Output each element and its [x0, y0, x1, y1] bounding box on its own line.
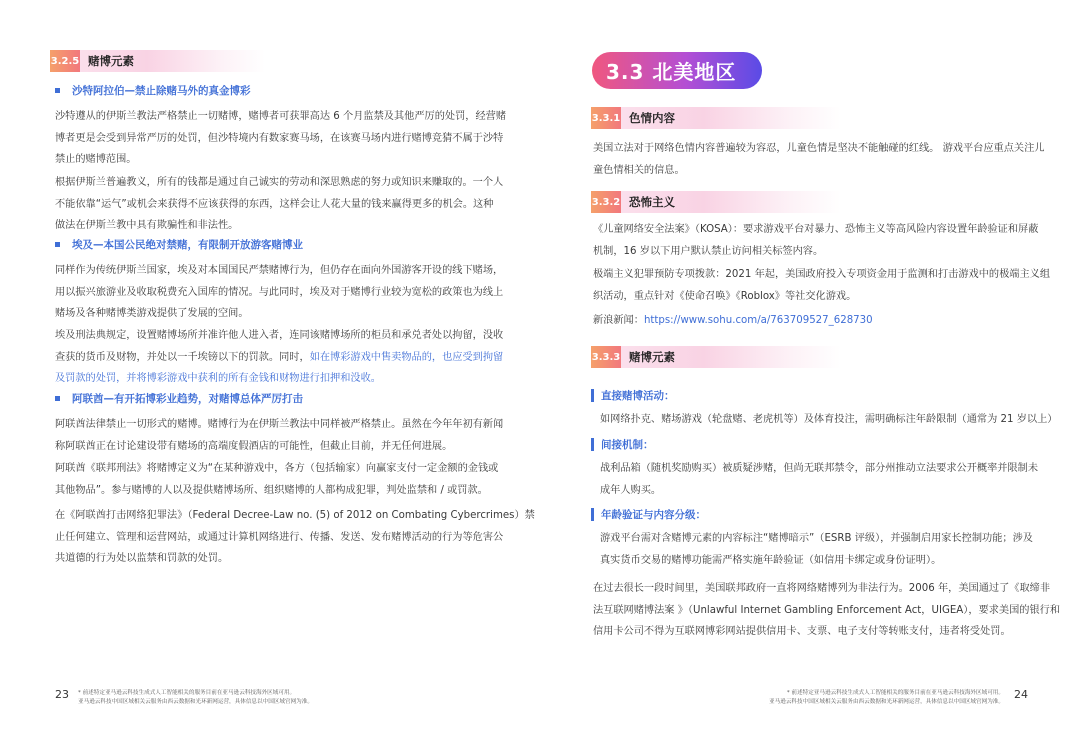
text-line: 机制，16 岁以下用户默认禁止访问相关标签内容。 — [593, 245, 824, 257]
text-line: 止任何建立、管理和运营网站，或通过计算机网络进行、传播、发送、发布赌博活动的行为等危害公 — [55, 531, 504, 543]
text-line: 赌场及各种赌博类游戏提供了发展的空间。 — [55, 308, 249, 319]
text-span: 查获的货币及财物，并处以一千埃镑以下的罚款。同时， — [55, 351, 310, 363]
paragraph — [55, 260, 503, 325]
section-number: 3.3.2 — [591, 191, 621, 213]
highlighted-text: 如在博彩游戏中售卖物品的，也应受到拘留 — [309, 351, 504, 363]
text-line: 同样作为传统伊斯兰国家，埃及对本国国民严禁赌博行为，但仍存在面向外国游客开设的线下赌场， — [55, 265, 504, 276]
text-line — [55, 347, 503, 369]
section-header-3-2-5 — [50, 50, 265, 72]
paragraph — [593, 219, 1038, 262]
paragraph — [55, 325, 503, 390]
text-line: 埃及刑法典规定，设置赌博场所并准许他人进入者，连同该赌博场所的柜员和承兑者处以拘留，没收 — [55, 330, 504, 341]
paragraph — [593, 578, 1060, 643]
text-line: 共道德的行为处以监禁和罚款的处罚。 — [55, 553, 229, 564]
bullet-heading-text: 沙特阿拉伯—禁止除赌马外的真金博彩 — [72, 85, 251, 97]
footnote-line: * 前述特定亚马逊云科技生成式人工智能相关的服务目前在亚马逊云科技海外区域可用。 — [786, 690, 1004, 696]
footnote-line: * 前述特定亚马逊云科技生成式人工智能相关的服务目前在亚马逊云科技海外区域可用。 — [78, 690, 296, 696]
accent-bar-icon — [591, 508, 594, 521]
text-line: 做法在伊斯兰教中具有欺骗性和非法性。 — [55, 220, 239, 231]
text-line: 战利品箱（随机奖励购买）被质疑涉赌，但尚无联邦禁令，部分州推动立法要求公开概率并限制未 — [600, 463, 1039, 474]
footnote-line: 亚马逊云科技中国区域相关云服务由西云数据和光环新网运营，具体信息以中国区域官网为准。 — [769, 699, 1004, 705]
paragraph — [600, 528, 1033, 571]
paragraph — [55, 414, 503, 457]
text-line: 在过去很长一段时间里，美国联邦政府一直将网络赌博列为非法行为。2006 年，美国通过了《取缔非 — [593, 583, 1051, 594]
bullet-square-icon — [55, 88, 60, 93]
text-line: 称阿联酋正在讨论建设带有赌场的高端度假酒店的可能性，但截止目前，并无任何进展。 — [55, 440, 453, 452]
bullet-heading-saudi — [55, 83, 251, 98]
bullet-square-icon — [55, 242, 60, 247]
section-title: 赌博元素 — [88, 54, 134, 68]
bullet-square-icon — [55, 396, 60, 401]
text-line: 极端主义犯罪预防专项拨款：2021 年起，美国政府投入专项资金用于监测和打击游戏中的极端主义组 — [593, 269, 1051, 280]
section-number: 3.3.3 — [591, 346, 621, 368]
footnote — [742, 689, 1004, 707]
paragraph — [593, 264, 1050, 307]
subheading-direct-gambling — [591, 388, 675, 403]
highlighted-text: 及罚款的处罚，并将博彩游戏中获利的所有金钱和财物进行扣押和没收。 — [55, 373, 381, 384]
text-line: 在《阿联酋打击网络犯罪法》（Federal Decree-Law no. (5) of 2012 on Combating Cybercrimes）禁 — [55, 510, 535, 521]
section-header-3-3-2 — [591, 191, 841, 213]
section-title: 色情内容 — [629, 111, 675, 125]
paragraph — [600, 409, 1058, 431]
text-line: 禁止的赌博范围。 — [55, 154, 137, 165]
text-line: 如网络扑克、赌场游戏（轮盘赌、老虎机等）及体育投注，需明确标注年龄限制（通常为 21 岁以上） — [600, 414, 1058, 425]
bullet-heading-text: 阿联酋—有开拓博彩业趋势，对赌博总体严厉打击 — [72, 393, 303, 405]
text-line: 用以振兴旅游业及收取税费充入国库的情况。与此同时，埃及对于赌博行业较为宽松的政策也为线上 — [55, 286, 504, 298]
page-number: 23 — [55, 688, 69, 701]
bullet-heading-egypt — [55, 237, 303, 252]
subheading-age-verification — [591, 507, 706, 522]
subheading-text: 直接赌博活动： — [601, 390, 675, 402]
paragraph — [55, 172, 503, 237]
section-number: 3.3.1 — [591, 107, 621, 129]
subheading-indirect-mechanism — [591, 437, 654, 452]
footnote — [78, 689, 313, 707]
chapter-title-pill: 3.3 北美地区 — [592, 52, 762, 89]
subheading-text: 年龄验证与内容分级： — [601, 509, 706, 521]
bullet-heading-text: 埃及—本国公民绝对禁赌，有限制开放游客赌博业 — [72, 239, 303, 251]
text-line: 不能依靠“运气”或机会来获得不应该获得的东西，这样会让人花大量的钱来赢得更多的机会。这种 — [55, 198, 494, 210]
paragraph — [600, 458, 1038, 501]
section-number: 3.2.5 — [50, 50, 80, 72]
paragraph — [55, 106, 506, 171]
text-line: 法互联网赌博法案 》（Unlawful Internet Gambling Enforcement Act，UIGEA），要求美国的银行和 — [593, 604, 1061, 616]
page-number: 24 — [1014, 688, 1028, 701]
text-line: 博者更是会受到异常严厉的处罚，但沙特境内有数家赛马场，在该赛马场内进行赌博竞猜不属于沙特 — [55, 132, 504, 144]
text-line: 沙特遵从的伊斯兰教法严格禁止一切赌博，赌博者可获罪高达 6 个月监禁及其他严厉的处罚，经营赌 — [55, 111, 507, 122]
bullet-heading-uae — [55, 391, 303, 406]
text-line: 游戏平台需对含赌博元素的内容标注“赌博暗示”（ESRB 评级），并强制启用家长控制功能；涉及 — [600, 533, 1033, 544]
text-line: 其他物品”。参与赌博的人以及提供赌博场所、组织赌博的人都构成犯罪，判处监禁和 / 或罚款。 — [55, 484, 488, 496]
subheading-text: 间接机制： — [601, 439, 654, 451]
text-line: 信用卡公司不得为互联网博彩网站提供信用卡、支票、电子支付等转账支付，违者将受处罚。 — [593, 626, 1011, 637]
text-line: 真实货币交易的赌博功能需严格实施年龄验证（如信用卡绑定或身份证明）。 — [600, 554, 942, 566]
section-title: 恐怖主义 — [629, 195, 675, 209]
section-title: 赌博元素 — [629, 350, 675, 364]
paragraph — [55, 458, 498, 501]
text-line: 美国立法对于网络色情内容普遍较为容忍，儿童色情是坚决不能触碰的红线。 游戏平台应重点关注儿 — [593, 143, 1045, 154]
section-header-3-3-3 — [591, 346, 841, 368]
news-link[interactable]: https://www.sohu.com/a/763709527_628730 — [643, 315, 873, 326]
text-line: 阿联酋《联邦刑法》将赌博定义为“在某种游戏中，各方（包括输家）向赢家支付一定金额的金钱或 — [55, 463, 499, 474]
news-label: 新浪新闻： — [593, 315, 644, 326]
accent-bar-icon — [591, 389, 594, 402]
text-line: 织活动，重点针对《使命召唤》《Roblox》等社交化游戏。 — [593, 290, 857, 302]
text-line: 成年人购买。 — [600, 484, 662, 496]
news-source-line — [593, 310, 873, 332]
text-line: 阿联酋法律禁止一切形式的赌博。赌博行为在伊斯兰教法中同样被严格禁止。虽然在今年年初有新闻 — [55, 419, 504, 430]
text-line: 童色情相关的信息。 — [593, 164, 685, 176]
paragraph — [593, 138, 1044, 181]
footnote-line: 亚马逊云科技中国区域相关云服务由西云数据和光环新网运营，具体信息以中国区域官网为准。 — [78, 699, 313, 705]
text-line: 根据伊斯兰普遍教义，所有的钱都是通过自己诚实的劳动和深思熟虑的努力或知识来赚取的。一个人 — [55, 177, 504, 188]
section-header-3-3-1 — [591, 107, 841, 129]
paragraph — [55, 505, 535, 570]
text-line: 《儿童网络安全法案》（KOSA）：要求游戏平台对暴力、恐怖主义等高风险内容设置年龄验证和屏蔽 — [593, 224, 1039, 235]
accent-bar-icon — [591, 438, 594, 451]
